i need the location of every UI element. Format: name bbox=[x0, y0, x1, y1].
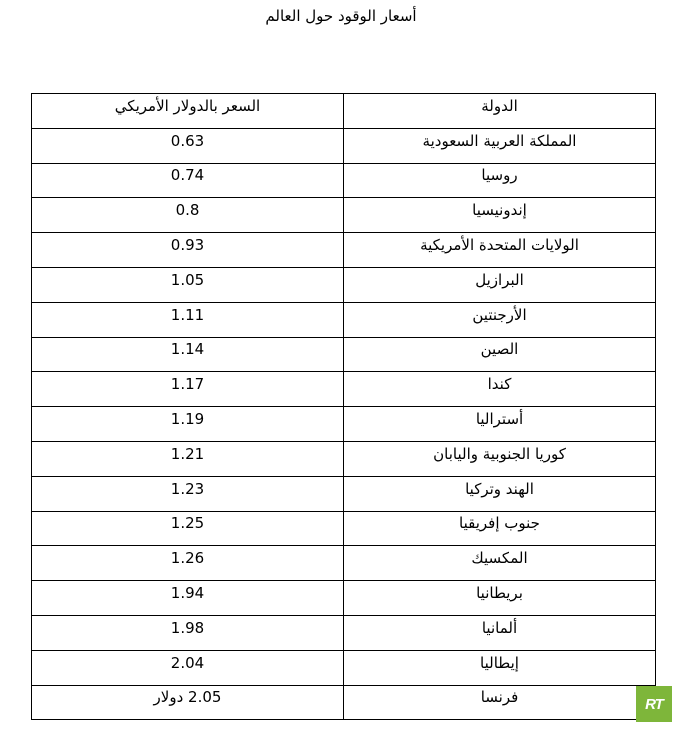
country-cell: المكسيك bbox=[344, 546, 656, 581]
price-cell: 0.8 bbox=[32, 198, 344, 233]
price-cell: 0.93 bbox=[32, 233, 344, 268]
country-cell: روسيا bbox=[344, 163, 656, 198]
price-cell: 0.74 bbox=[32, 163, 344, 198]
price-cell: 1.05 bbox=[32, 267, 344, 302]
country-cell: الولايات المتحدة الأمريكية bbox=[344, 233, 656, 268]
rt-logo bbox=[636, 686, 672, 722]
table-row bbox=[32, 372, 656, 407]
country-cell: فرنسا bbox=[344, 685, 656, 720]
price-cell: 1.94 bbox=[32, 581, 344, 616]
price-cell: 1.23 bbox=[32, 476, 344, 511]
price-cell: 1.26 bbox=[32, 546, 344, 581]
header-price: السعر بالدولار الأمريكي bbox=[32, 94, 344, 129]
country-cell: جنوب إفريقيا bbox=[344, 511, 656, 546]
table-row bbox=[32, 128, 656, 163]
country-cell: أستراليا bbox=[344, 407, 656, 442]
table-row bbox=[32, 337, 656, 372]
page-title: أسعار الوقود حول العالم bbox=[265, 7, 417, 25]
header-country: الدولة bbox=[344, 94, 656, 129]
table-row bbox=[32, 267, 656, 302]
table-row bbox=[32, 302, 656, 337]
country-cell: بريطانيا bbox=[344, 581, 656, 616]
table-row bbox=[32, 198, 656, 233]
country-cell: الصين bbox=[344, 337, 656, 372]
country-cell: كوريا الجنوبية واليابان bbox=[344, 441, 656, 476]
price-cell: 1.11 bbox=[32, 302, 344, 337]
table-header-row bbox=[32, 94, 656, 129]
price-cell: 1.98 bbox=[32, 615, 344, 650]
table-row bbox=[32, 163, 656, 198]
country-cell: الأرجنتين bbox=[344, 302, 656, 337]
country-cell: إيطاليا bbox=[344, 650, 656, 685]
price-cell: 1.14 bbox=[32, 337, 344, 372]
price-cell: 1.21 bbox=[32, 441, 344, 476]
country-cell: كندا bbox=[344, 372, 656, 407]
country-cell: الهند وتركيا bbox=[344, 476, 656, 511]
table-row bbox=[32, 233, 656, 268]
rt-logo-text: RT bbox=[645, 695, 663, 713]
table-row bbox=[32, 511, 656, 546]
table-row bbox=[32, 441, 656, 476]
country-cell: المملكة العربية السعودية bbox=[344, 128, 656, 163]
table-row bbox=[32, 407, 656, 442]
table-row bbox=[32, 615, 656, 650]
country-cell: البرازيل bbox=[344, 267, 656, 302]
table-row bbox=[32, 650, 656, 685]
price-cell: 1.19 bbox=[32, 407, 344, 442]
table-row bbox=[32, 476, 656, 511]
table-row bbox=[32, 581, 656, 616]
price-cell: 1.25 bbox=[32, 511, 344, 546]
price-cell: 2.04 bbox=[32, 650, 344, 685]
country-cell: إندونيسيا bbox=[344, 198, 656, 233]
price-cell: 1.17 bbox=[32, 372, 344, 407]
country-cell: ألمانيا bbox=[344, 615, 656, 650]
table-row bbox=[32, 685, 656, 720]
table-row bbox=[32, 546, 656, 581]
fuel-price-table bbox=[31, 93, 656, 720]
price-cell: 0.63 bbox=[32, 128, 344, 163]
price-cell: 2.05 دولار bbox=[32, 685, 344, 720]
